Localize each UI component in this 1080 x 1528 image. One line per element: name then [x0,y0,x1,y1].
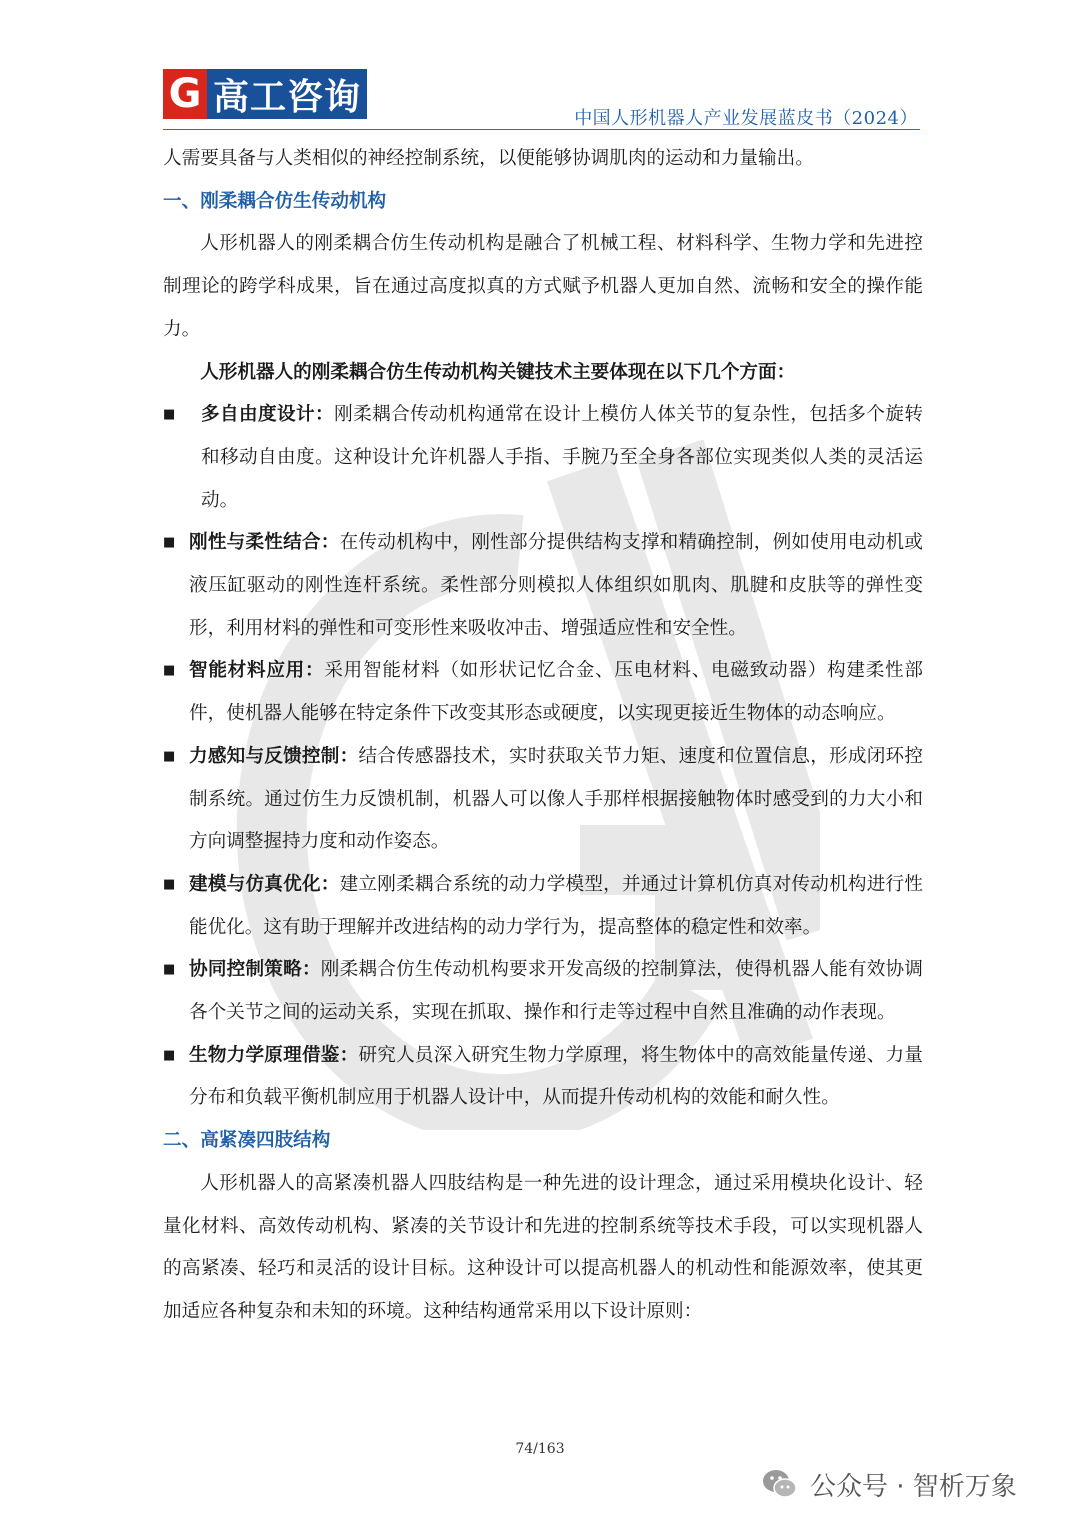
list-item-term: 刚性与柔性结合： [189,532,340,554]
list-item-text: 研究人员深入研究生物力学原理，将生物体中的高效能量传递、力量分布和负载平衡机制应用于机器人设计中，从而提升传动机构的效能和耐久性。 [189,1044,923,1109]
bullet-square-icon: ■ [163,407,176,423]
section2-paragraph: 人形机器人的高紧凑机器人四肢结构是一种先进的设计理念，通过采用模块化设计、轻量化材料、高效传动机构、紧凑的关节设计和先进的控制系统等技术手段，可以实现机器人的高紧凑、轻巧和灵活的设计目标。这种设计可以提高机器人的机动性和能源效率，使其更加适应各种复杂和未知的环境。这种结构通常采用以下设计原则： [163,1172,923,1322]
list-item-term: 协同控制策略： [189,959,321,981]
bullet-square-icon: ■ [163,962,176,978]
page-number: 74/163 [515,1441,565,1457]
list-item-term: 生物力学原理借鉴： [189,1044,359,1066]
intro-paragraph: 人需要具备与人类相似的神经控制系统，以便能够协调肌肉的运动和力量输出。 [163,148,814,169]
logo-mark: G [163,69,207,119]
list-item [163,394,923,522]
list-item-text: 建立刚柔耦合系统的动力学模型，并通过计算机仿真对传动机构进行性能优化。这有助于理解并改进结构的动力学行为，提高整体的稳定性和效率。 [189,873,923,938]
list-item-text: 结合传感器技术，实时获取关节力矩、速度和位置信息，形成闭环控制系统。通过仿生力反馈机制，机器人可以像人手那样根据接触物体时感受到的力大小和方向调整握持力度和动作姿态。 [189,745,923,853]
wechat-account-label: 公众号 · 智析万象 [810,1471,1017,1502]
list-item-body [189,736,923,864]
logo-text: 高工咨询 [207,69,367,119]
list-item-text: 刚柔耦合传动机构通常在设计上模仿人体关节的复杂性，包括多个旋转和移动自由度。这种设计允许机器人手指、手腕乃至全身各部位实现类似人类的灵活运动。 [201,404,923,511]
page-header [0,0,1080,135]
list-item [163,522,923,650]
wechat-icon [760,1464,800,1504]
list-item [163,1035,923,1120]
list-item-body [189,650,923,735]
document-title: 中国人形机器人产业发展蓝皮书（2024） [574,108,918,129]
list-item-text: 采用智能材料（如形状记忆合金、压电材料、电磁致动器）构建柔性部件，使机器人能够在特定条件下改变其形态或硬度，以实现更接近生物体的动态响应。 [189,660,923,725]
list-item-text: 在传动机构中，刚性部分提供结构支撑和精确控制，例如使用电动机或液压缸驱动的刚性连杆系统。柔性部分则模拟人体组织如肌肉、肌腱和皮肤等的弹性变形，利用材料的弹性和可变形性来吸收冲击、增强适应性和安全性。 [189,532,923,639]
bullet-square-icon: ■ [163,663,176,679]
list-item-body [201,394,923,522]
header-divider [163,129,920,130]
list-item-term: 建模与仿真优化： [189,873,340,895]
list-item-body [189,1035,923,1120]
list-item-body [189,864,923,949]
page-content [163,138,923,1334]
list-item [163,736,923,864]
bullet-square-icon: ■ [163,1047,176,1063]
bullet-square-icon: ■ [163,748,176,764]
list-item-body [189,522,923,650]
list-item [163,650,923,735]
bullet-square-icon: ■ [163,876,176,892]
list-item [163,864,923,949]
section1-lead: 人形机器人的刚柔耦合仿生传动机构关键技术主要体现在以下几个方面： [200,361,796,383]
section1-heading: 一、刚柔耦合仿生传动机构 [163,190,387,212]
list-item-term: 力感知与反馈控制： [189,745,359,767]
list-item-body [189,949,923,1034]
list-item-term: 多自由度设计： [201,404,335,426]
section2-heading: 二、高紧凑四肢结构 [163,1130,331,1152]
gaogong-logo [163,66,367,122]
list-item-text: 刚柔耦合仿生传动机构要求开发高级的控制算法，使得机器人能有效协调各个关节之间的运动关系，实现在抓取、操作和行走等过程中自然且准确的动作表现。 [189,959,923,1024]
bullet-square-icon: ■ [163,535,176,551]
list-item-term: 智能材料应用： [189,660,325,682]
list-item [163,949,923,1034]
wechat-account-watermark [760,1464,1017,1504]
section1-paragraph: 人形机器人的刚柔耦合仿生传动机构是融合了机械工程、材料科学、生物力学和先进控制理论的跨学科成果，旨在通过高度拟真的方式赋予机器人更加自然、流畅和安全的操作能力。 [163,233,923,340]
